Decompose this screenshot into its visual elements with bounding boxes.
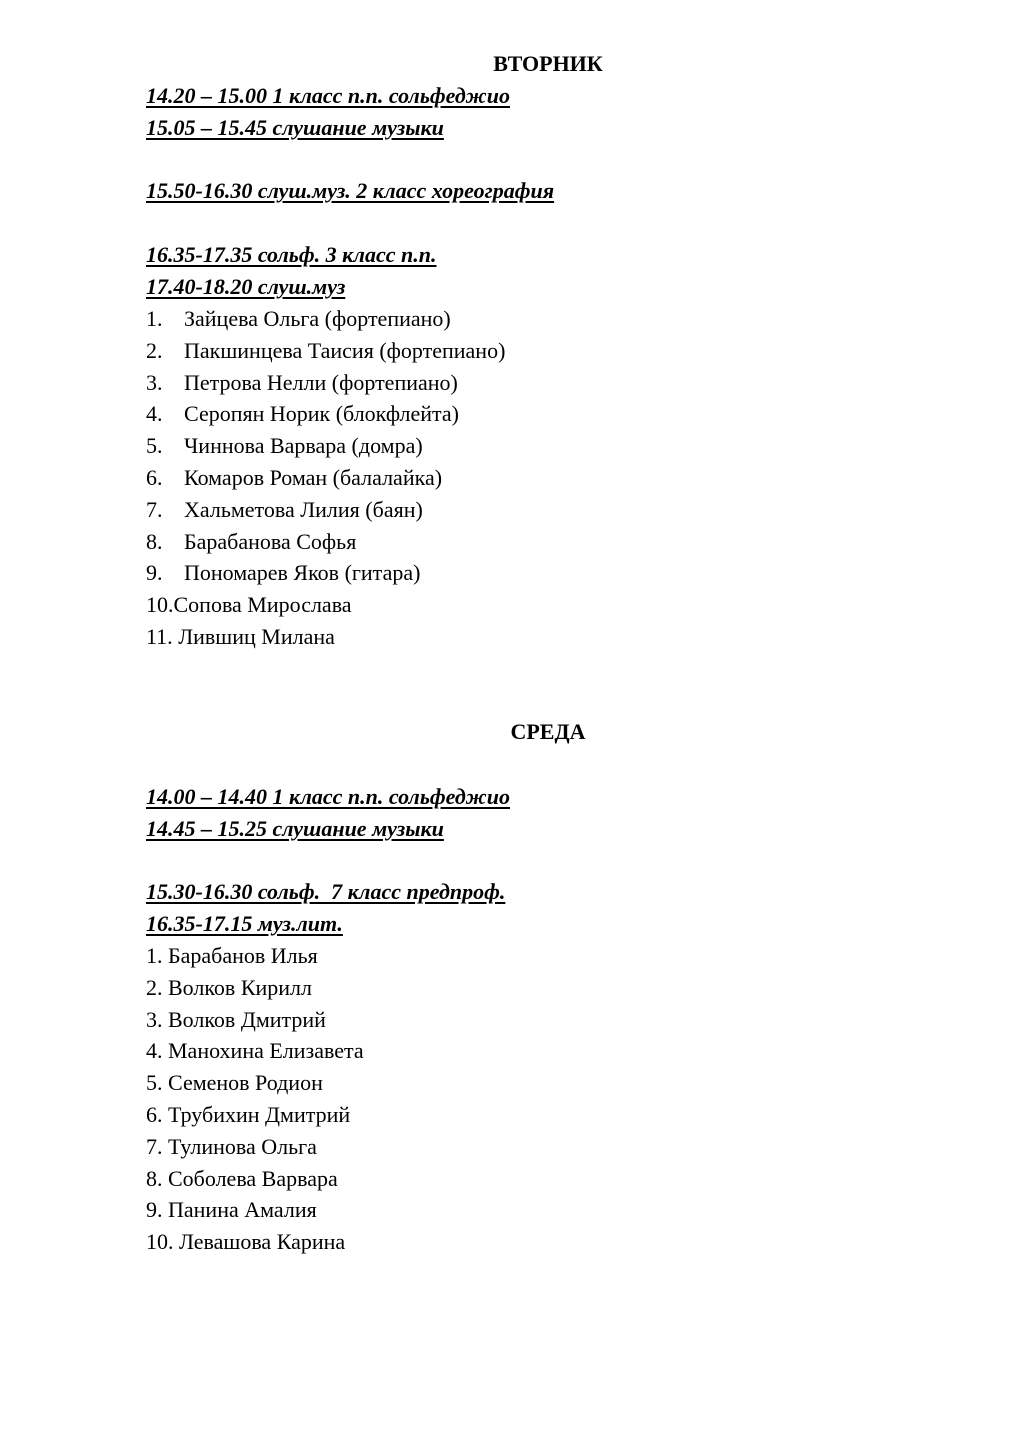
list-item: 6. Трубихин Дмитрий [146, 1101, 351, 1127]
list-item: 6. Комаров Роман (балалайка) [146, 464, 443, 490]
wednesday-heading: СРЕДА [510, 719, 586, 744]
list-item: 8. Барабанова Софья [146, 528, 357, 554]
list-item: 1. Зайцева Ольга (фортепиано) [146, 306, 451, 331]
tuesday-heading: ВТОРНИК [493, 51, 603, 76]
wednesday-slot-1: 14.00 – 14.40 1 класс п.п. сольфеджио [146, 784, 510, 809]
tuesday-slot-2: 15.05 – 15.45 слушание музыки [146, 115, 444, 140]
list-item: 4. Манохина Елизавета [146, 1038, 364, 1064]
list-item: 3. Петрова Нелли (фортепиано) [146, 369, 458, 395]
tuesday-slot-5: 17.40-18.20 слуш.муз [146, 274, 346, 299]
wednesday-slot-2: 14.45 – 15.25 слушание музыки [146, 816, 444, 841]
tuesday-slot-1: 14.20 – 15.00 1 класс п.п. сольфеджио [146, 83, 510, 108]
list-item: 9. Пономарев Яков (гитара) [146, 560, 421, 586]
list-item: 7. Хальметова Лилия (баян) [146, 496, 423, 522]
list-item: 11. Лившиц Милана [146, 623, 335, 649]
wednesday-slot-4: 16.35-17.15 муз.лит. [146, 911, 343, 936]
list-item: 10.Сопова Мирослава [146, 592, 352, 618]
list-item: 2. Пакшинцева Таисия (фортепиано) [146, 337, 506, 363]
list-item: 1. Барабанов Илья [146, 943, 318, 968]
list-item: 5. Чиннова Варвара (домра) [146, 433, 423, 459]
list-item: 5. Семенов Родион [146, 1070, 323, 1096]
list-item: 2. Волков Кирилл [146, 974, 312, 1000]
wednesday-student-list [146, 940, 364, 1258]
list-item: 3. Волков Дмитрий [146, 1006, 326, 1032]
list-item: 9. Панина Амалия [146, 1197, 317, 1223]
tuesday-slot-4: 16.35-17.35 сольф. 3 класс п.п. [146, 242, 437, 267]
list-item: 10. Левашова Карина [146, 1229, 346, 1255]
tuesday-slot-3: 15.50-16.30 слуш.муз. 2 класс хореография [146, 178, 555, 203]
list-item: 4. Серопян Норик (блокфлейта) [146, 401, 460, 427]
list-item: 7. Тулинова Ольга [146, 1133, 317, 1159]
wednesday-slot-3: 15.30-16.30 сольф. 7 класс предпроф. [146, 879, 506, 904]
list-item: 8. Соболева Варвара [146, 1165, 338, 1191]
tuesday-student-list [146, 303, 505, 653]
